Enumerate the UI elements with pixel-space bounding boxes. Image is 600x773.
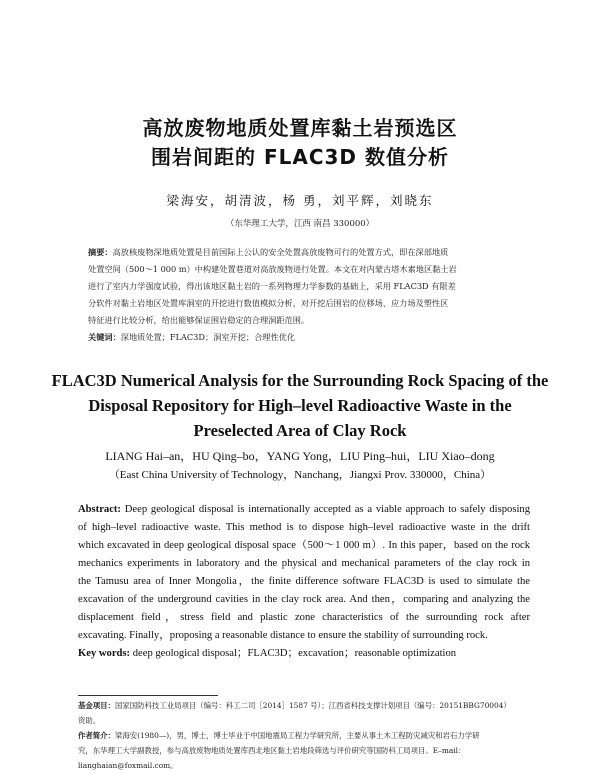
english-abstract-line: the Tamusu area of Inner Mongolia，the finite difference software FLAC3D is used to simulate the — [78, 576, 530, 587]
chinese-title-line-2: 围岩间距的 FLAC3D 数值分析 — [150, 145, 449, 169]
chinese-abstract-line: 分软件对黏土岩地区处置库洞室的开挖进行数值模拟分析，对开挖后围岩的位移场、应力场及塑性区 — [88, 298, 449, 308]
english-affiliation: （East China University of Technology，Nanchang，Jiangxi Prov. 330000，China） — [108, 469, 492, 481]
author-bio-label: 作者简介： — [78, 731, 115, 740]
english-keywords-label: Key words: — [78, 648, 131, 659]
author-bio-footnote-cont: 究，东华理工大学副教授，参与高放废物地质处置库西北地区黏土岩地段筛选与评价研究等国防科工局项目。E–mail： — [78, 746, 466, 755]
english-keywords: Key words: deep geological disposal；FLAC3D；excavation；reasonable optimization — [78, 648, 457, 659]
chinese-authors: 梁海安，胡清波，杨 勇，刘平辉，刘晓东 — [166, 193, 434, 208]
english-abstract-line: which excavated in deep geological disposal space（500～1 000 m）. In this paper，based on the rock — [78, 540, 530, 551]
english-abstract-line: of high–level radioactive waste. This method is to dispose high–level radioactive waste in the drift — [78, 522, 530, 533]
english-abstract-line: mechanics experiments in laboratory and the physical and mechanical parameters of the clay rock in — [78, 558, 530, 569]
english-abstract-line: excavation of the underground cavities in the clay rock area. And then，comparing and analyzing the — [78, 594, 530, 605]
english-title-line-2: Disposal Repository for High–level Radioactive Waste in the — [88, 396, 512, 415]
funding-footnote: 基金项目：国家国防科技工业局项目（编号：科工二司［2014］1587 号）；江西省科技支撑计划项目（编号：20151BBG70004） — [78, 701, 511, 710]
english-abstract-label: Abstract: — [78, 504, 121, 515]
chinese-affiliation: （东华理工大学，江西 南昌 330000） — [225, 219, 375, 229]
english-abstract-line: displacement field，stress field and plastic zone characteristics of the surrounding rock after — [78, 612, 530, 623]
chinese-abstract-line: 摘要：高放核废物深地质处置是目前国际上公认的安全处置高放废物可行的处置方式，即在深部地质 — [88, 247, 449, 257]
footnote-divider — [78, 695, 218, 696]
author-bio-footnote: 作者简介：梁海安(1980—)，男，博士，博士毕业于中国地震局工程力学研究所，主要从事土木工程防灾减灾和岩石力学研 — [78, 731, 480, 740]
chinese-keywords: 关键词：深地质处置；FLAC3D；洞室开挖；合理性优化 — [88, 332, 296, 342]
funding-label: 基金项目： — [78, 701, 115, 710]
english-title-line-3: Preselected Area of Clay Rock — [193, 421, 407, 440]
chinese-keywords-label: 关键词： — [88, 332, 121, 342]
chinese-abstract-label: 摘要： — [88, 247, 113, 257]
english-abstract-line: Abstract: Deep geological disposal is internationally accepted as a viable approach to safely disposing — [78, 504, 530, 515]
funding-footnote-cont: 资助。 — [78, 716, 101, 725]
chinese-abstract-line: 进行了室内力学强度试验，得出该地区黏土岩的一系列物理力学参数的基础上，采用 FLAC3D 有限差 — [88, 281, 456, 291]
chinese-abstract-line: 处置空间（500～1 000 m）中构建处置巷道对高放废物进行处置。本文在对内蒙古塔木素地区黏土岩 — [88, 264, 457, 274]
english-title-line-1: FLAC3D Numerical Analysis for the Surrounding Rock Spacing of the — [51, 371, 549, 390]
chinese-title-line-1: 高放废物地质处置库黏土岩预选区 — [142, 116, 458, 140]
author-email[interactable]: lianghaian@foxmail.com。 — [78, 761, 178, 770]
chinese-abstract-line: 特征进行比较分析，给出能够保证围岩稳定的合理洞距范围。 — [88, 315, 310, 325]
english-abstract-line: excavating. Finally，proposing a reasonable distance to ensure the stability of surrounding rock. — [78, 630, 488, 641]
english-authors: LIANG Hai–an，HU Qing–bo，YANG Yong，LIU Ping–hui，LIU Xiao–dong — [105, 449, 495, 463]
